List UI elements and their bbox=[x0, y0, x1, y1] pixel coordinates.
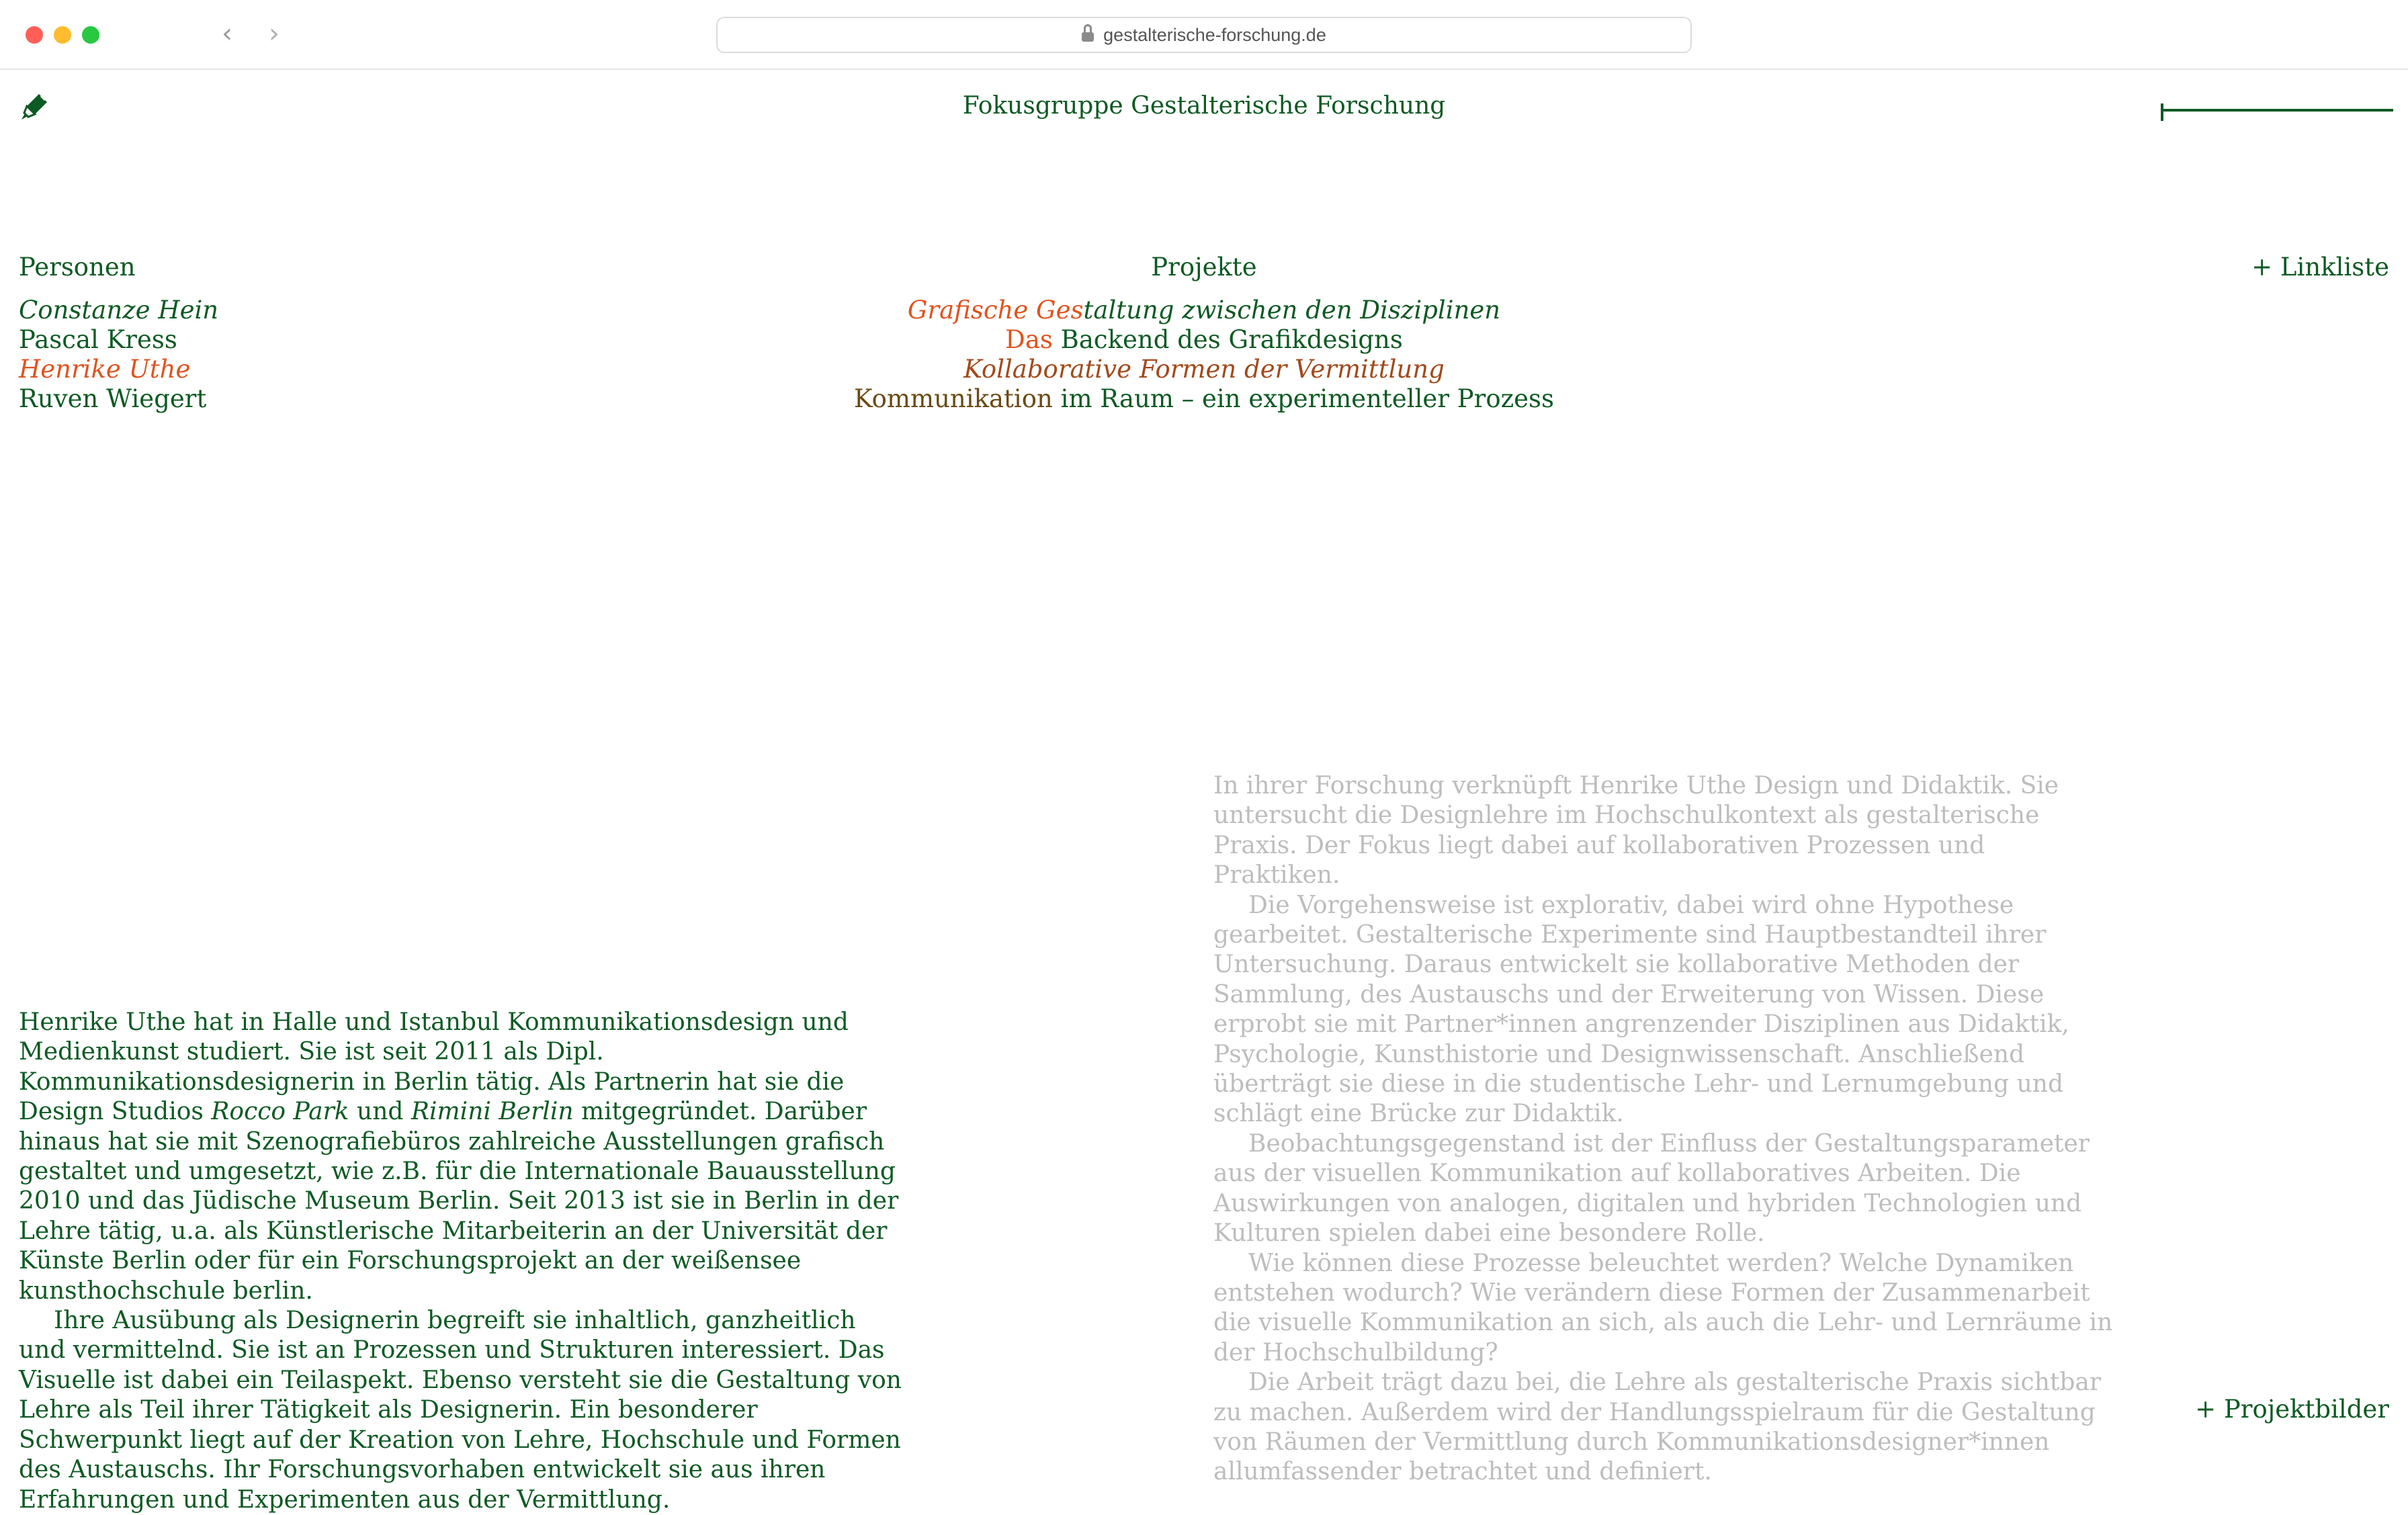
bio-text bbox=[19, 1008, 906, 1515]
research-paragraph: Die Vorgehensweise ist explorativ, dabei wird ohne Hypothese gearbeitet. Gestalterische Experimente sind Hauptbestandteil ihrer Untersuchung. Daraus entwickelt sie kollaborative Methoden der Sammlung, des Austauschs und der Erweiterung von Wissen. Diese erprobt sie mit Partner*innen angrenzender Disziplinen aus Didaktik, Psychologie, Kunsthistorie und Designwissenschaft. Anschließend überträgt sie diese in die studentische Lehr- und Lernumgebung und schlägt eine Brücke zur Didaktik. bbox=[1213, 891, 2069, 1128]
project-label-part: Kommunikation bbox=[853, 384, 1053, 413]
forward-arrow-icon[interactable]: › bbox=[269, 18, 280, 49]
minimize-window-button[interactable] bbox=[54, 26, 71, 44]
project-label-part: Das bbox=[1005, 325, 1061, 354]
research-paragraph: In ihrer Forschung verknüpft Henrike Uthe Design und Didaktik. Sie untersucht die Designlehre im Hochschulkontext als gestalterische Praxis. Der Fokus liegt dabei auf kollaborativen Prozessen und Praktiken. bbox=[1213, 772, 2059, 890]
lock-icon bbox=[1082, 29, 1094, 44]
linkliste-link[interactable]: + Linkliste bbox=[2251, 253, 2389, 282]
research-text bbox=[1213, 771, 2114, 1487]
bio-paragraph bbox=[19, 1008, 906, 1306]
people-heading: Personen bbox=[19, 253, 136, 282]
research-paragraph: Beobachtungsgegenstand ist der Einfluss der Gestaltungsparameter aus der visuellen Kommunikation auf kollaboratives Arbeiten. Die Auswirkungen von analogen, digitalen und hybriden Technologien und Kulturen spielen dabei eine besondere Rolle. bbox=[1213, 1129, 2090, 1248]
menu-line-icon[interactable] bbox=[2161, 101, 2393, 122]
project-label-part: Backend des Grafikdesigns bbox=[1060, 325, 1403, 354]
research-paragraph: Wie können diese Prozesse beleuchtet werden? Welche Dynamiken entstehen wodurch? Wie verändern diese Formen der Zusammenarbeit die visuelle Kommunikation an sich, als auch die Lehr- und Lernräume in der Hochschulbildung? bbox=[1213, 1249, 2113, 1367]
project-backend-grafikdesign[interactable] bbox=[0, 325, 2408, 355]
maximize-window-button[interactable] bbox=[82, 26, 99, 44]
projects-list bbox=[0, 296, 2408, 414]
close-window-button[interactable] bbox=[26, 26, 43, 44]
person-henrike-uthe[interactable]: Henrike Uthe bbox=[19, 355, 191, 384]
studio-rimini-berlin: Rimini Berlin bbox=[411, 1098, 574, 1126]
bio-text-run: Henrike Uthe hat in Halle und Istanbul Kommunikationsdesign und Medienkunst studiert. Sie ist seit 2011 als Dipl. Kommunikationsdesignerin in Berlin tätig. Als Partnerin hat sie die Design Studios bbox=[19, 1008, 849, 1126]
address-bar[interactable] bbox=[716, 17, 1692, 53]
bio-text-run: und bbox=[349, 1098, 411, 1126]
project-grafische-gestaltung[interactable] bbox=[0, 296, 2408, 325]
project-label-part: im Raum – ein experimenteller Prozess bbox=[1052, 384, 1555, 413]
project-label-part: Kollaborative Formen der Vermittlung bbox=[963, 355, 1445, 384]
person-pascal-kress[interactable]: Pascal Kress bbox=[19, 325, 177, 354]
project-kollaborative-formen[interactable] bbox=[0, 355, 2408, 384]
bio-text-run: mitgegründet. Darüber hinaus hat sie mit Szenografiebüros zahlreiche Ausstellungen grafisch gestaltet und umgesetzt, wie z.B. für die Internationale Bauausstellung 2010 und das Jüdische Museum Berlin. Seit 2013 ist sie in Berlin in der Lehre tätig, u.a. als Künstlerische Mitarbeiterin an der Universität der Künste Berlin oder für ein Forschungsprojekt an der weißensee kunsthochschule berlin. bbox=[19, 1098, 899, 1305]
person-constanze-hein[interactable]: Constanze Hein bbox=[19, 296, 219, 324]
research-paragraph: Die Arbeit trägt dazu bei, die Lehre als gestalterische Praxis sichtbar zu machen. Außerdem wird der Handlungsspielraum für die Gestaltung von Räumen der Vermittlung durch Kommunikationsdesigner*innen allumfassender betrachtet und definiert. bbox=[1213, 1369, 2102, 1486]
browser-toolbar bbox=[0, 0, 2408, 70]
project-kommunikation-im-raum[interactable] bbox=[0, 384, 2408, 414]
url-text: gestalterische-forschung.de bbox=[1103, 24, 1326, 45]
bio-paragraph: Ihre Ausübung als Designerin begreift sie inhaltlich, ganzheitlich und vermittelnd. Sie ist an Prozessen und Strukturen interessiert. Das Visuelle ist dabei ein Teilaspekt. Ebenso versteht sie die Gestaltung von Lehre als Teil ihrer Tätigkeit als Designerin. Ein besonderer Schwerpunkt liegt auf der Kreation von Lehre, Hochschule und Formen des Austauschs. Ihr Forschungsvorhaben entwickelt sie aus ihren Erfahrungen und Experimenten aus der Vermittlung. bbox=[19, 1307, 902, 1514]
site-title[interactable]: Fokusgruppe Gestalterische Forschung bbox=[962, 92, 1446, 120]
projektbilder-link[interactable]: + Projektbilder bbox=[2195, 1395, 2389, 1424]
back-arrow-icon[interactable]: ‹ bbox=[222, 18, 232, 49]
projects-heading: Projekte bbox=[1151, 253, 1257, 282]
project-label-part: Grafische Ges bbox=[907, 296, 1084, 324]
project-label-part: taltung zwischen den Disziplinen bbox=[1083, 296, 1501, 324]
studio-rocco-park: Rocco Park bbox=[211, 1098, 349, 1126]
person-ruven-wiegert[interactable]: Ruven Wiegert bbox=[19, 384, 207, 413]
